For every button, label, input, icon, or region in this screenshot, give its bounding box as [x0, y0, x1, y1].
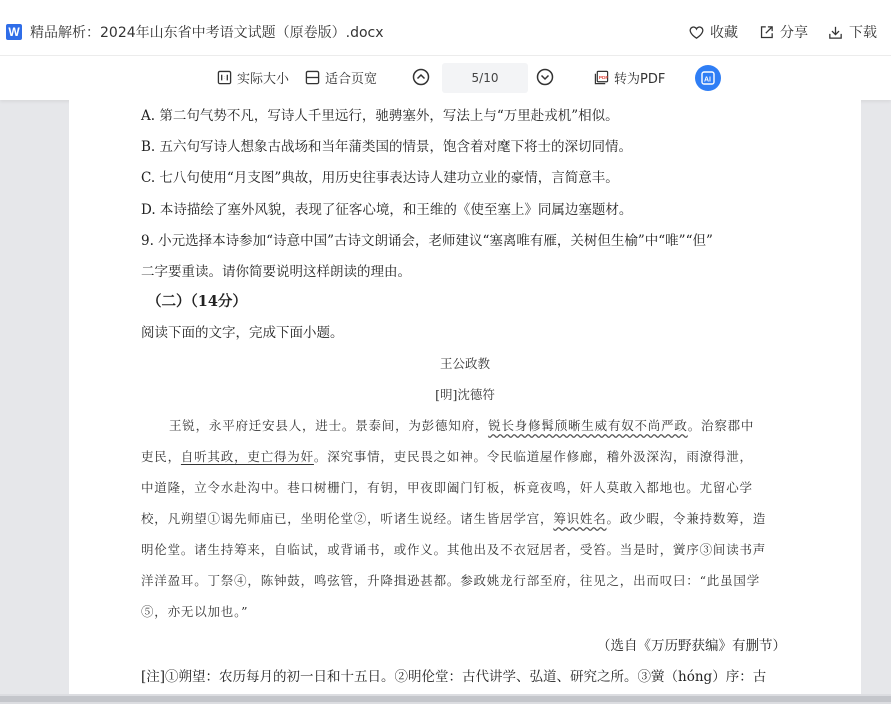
text-segment: 吏民， — [141, 449, 181, 464]
text-segment: 王锐，永平府迁安县人，进士。景泰间，为彭德知府， — [169, 418, 489, 433]
question-9: 9. 小元选择本诗参加“诗意中国”古诗文朗诵会，老师建议“塞离唯有雁，关树但生榆”中“唯”“但” — [141, 233, 713, 249]
favorite-label: 收藏 — [710, 25, 738, 41]
classical-text-author: [明]沈德符 — [435, 387, 495, 402]
option-a: A. 第二句气势不凡，写诗人千里远行，驰骋塞外，写法上与“万里赴戎机”相似。 — [141, 108, 619, 124]
convert-to-pdf-button[interactable] — [594, 68, 665, 87]
classical-paragraph-line — [141, 509, 766, 527]
classical-paragraph-line: ⑤，亦无以加也。” — [141, 604, 249, 619]
option-c: C. 七八句使用“月支图”典故，用历史往事表达诗人建功立业的豪情，言简意丰。 — [141, 170, 619, 186]
wavy-underlined-phrase: 筹识姓名 — [553, 511, 607, 526]
actual-size-label: 实际大小 — [237, 72, 290, 87]
underlined-sentence: 自听其政，吏亡得为奸 — [180, 449, 314, 464]
download-button[interactable] — [827, 22, 877, 42]
next-page-icon[interactable] — [535, 67, 555, 87]
text-segment: 。政少暇，令兼持数筹，造 — [606, 511, 767, 526]
ai-icon — [695, 65, 721, 91]
svg-text:AI: AI — [704, 76, 711, 84]
ai-assistant-button[interactable] — [695, 65, 721, 91]
pdf-icon — [594, 70, 609, 85]
share-icon — [758, 24, 775, 41]
heart-icon — [688, 24, 705, 41]
horizontal-scrollbar[interactable] — [0, 694, 891, 704]
reading-instruction: 阅读下面的文字，完成下面小题。 — [141, 325, 344, 341]
convert-to-pdf-label: 转为PDF — [614, 72, 666, 87]
question-9-continued: 二字要重读。请你简要说明这样朗读的理由。 — [141, 264, 411, 280]
classical-paragraph-line: 洋洋盈耳。丁祭④，陈钟鼓，鸣弦管，升降揖逊甚都。参政姚龙行部至府，往见之，出而叹曰：“此虽国学 — [141, 573, 760, 588]
classical-paragraph-line: 中道隆，立令水赴沟中。巷口树栅门，有钥，甲夜即阖门钉板，柝竟夜鸣，奸人莫敢入都地也。尤留心学 — [141, 480, 753, 495]
text-segment: 校，凡朔望①谒先师庙已，坐明伦堂②，听诸生说经。诸生皆居学宫， — [141, 511, 554, 526]
word-document-icon: W — [6, 24, 22, 40]
source-citation: （选自《万历野获编》有删节） — [597, 638, 786, 654]
document-page — [69, 100, 861, 694]
fit-page-label: 适合页宽 — [325, 72, 378, 87]
annotation-notes: [注]①朔望：农历每月的初一日和十五日。②明伦堂：古代讲学、弘道、研究之所。③黉（hóng）序：古 — [141, 669, 767, 685]
classical-paragraph-line — [169, 416, 754, 434]
document-title: 精品解析：2024年山东省中考语文试题（原卷版）.docx — [30, 25, 384, 41]
fit-page-button[interactable] — [305, 68, 377, 87]
download-label: 下载 — [849, 25, 877, 41]
section-heading: （二）（14分） — [147, 293, 247, 310]
text-segment: 。治察郡中 — [687, 418, 755, 433]
classical-paragraph-line — [141, 447, 753, 465]
scrollbar-thumb[interactable] — [0, 696, 891, 702]
wavy-underlined-sentence: 锐长身修髯颀晰生威有奴不尚严政 — [488, 418, 688, 433]
text-segment: 。深究事情，吏民畏之如神。令民临道屋作修廊，稽外汲深沟，雨潦得泄， — [313, 449, 753, 464]
actual-size-button[interactable] — [217, 68, 289, 87]
favorite-button[interactable] — [688, 22, 738, 42]
share-button[interactable] — [758, 22, 808, 42]
page-number-input[interactable]: 5/10 — [442, 63, 528, 93]
fit-page-icon — [305, 70, 320, 85]
classical-text-title: 王公政教 — [439, 356, 490, 371]
view-toolbar — [0, 56, 891, 100]
svg-text:PDF: PDF — [598, 74, 609, 80]
option-b: B. 五六句写诗人想象古战场和当年蒲类国的情景，饱含着对麾下将士的深切同情。 — [141, 139, 633, 155]
share-label: 分享 — [780, 25, 808, 41]
classical-paragraph-line: 明伦堂。诸生持筹来，自临试，或背诵书，或作义。其他出及不衣冠居者，受笞。当是时，黉序③间读书声 — [141, 542, 767, 557]
title-bar — [0, 0, 891, 56]
download-icon — [827, 24, 844, 41]
actual-size-icon — [217, 70, 232, 85]
option-d: D. 本诗描绘了塞外风貌，表现了征客心境，和王维的《使至塞上》同属边塞题材。 — [141, 202, 633, 218]
previous-page-icon[interactable] — [411, 67, 431, 87]
